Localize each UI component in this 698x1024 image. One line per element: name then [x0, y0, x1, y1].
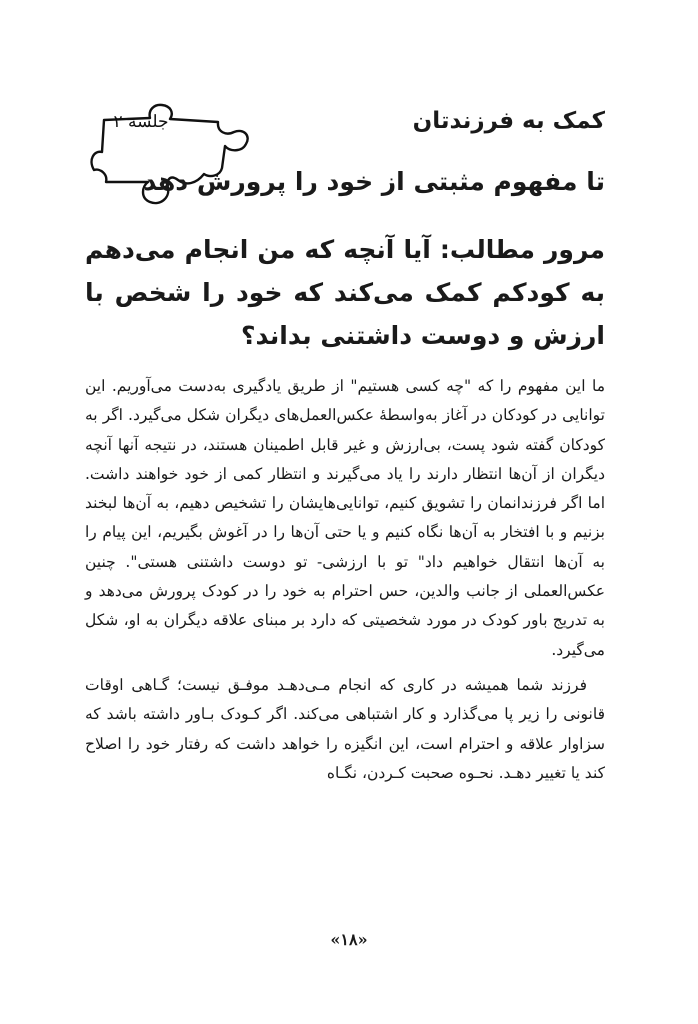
page-subtitle: تا مفهوم مثبتی از خود را پرورش دهد: [143, 167, 605, 196]
page-number: «۱۸»: [330, 930, 368, 949]
review-heading: مرور مطالب: آیا آنچه که من انجام می‌دهم به کودکم کمک می‌کند که خود را شخص با ارزش و دوست داشتنی بداند؟: [85, 235, 605, 350]
session-badge-label: جلسه ۲: [113, 112, 169, 132]
body-paragraph-2: فرزند شما همیشه در کاری که انجام مـی‌دهـد موفـق نیست؛ گـاهی اوقات قانونی را زیر پا می‌گذارد و کار اشتباهی می‌کند. اگر کـودک بـاور داشته باشد که سزاوار علاقه و احترام است، این انگیزه را خواهد داشت که رفتار خود را اصلاح کند یا تغییر دهـد. نحـوه صحبت کـردن، نگـاه: [85, 675, 605, 782]
page-title: کمک به فرزندتان: [412, 108, 605, 134]
body-text: [85, 372, 605, 788]
body-paragraph-1: ما این مفهوم را که "چه کسی هستیم" از طریق یادگیری به‌دست می‌آوریم. این توانایی در کودکان در آغاز به‌واسطهٔ عکس‌العمل‌های دیگران شکل می‌گیرد. اگر به کودکان گفته شود پست، بی‌ارزش و غیر قابل اطمینان هستند، در نتیجه آنها آنچه دیگران از آن‌ها انتظار دارند را یاد می‌گیرند و انتظار کمی از خود خواهند داشت. اما اگر فرزندانمان را تشویق کنیم، توانایی‌هایشان را تشخیص دهیم، به آن‌ها لبخند بزنیم و با افتخار به آن‌ها نگاه کنیم و یا حتی آن‌ها را در آغوش بگیریم، این پیام را به آن‌ها انتقال خواهیم داد" تو با ارزشی- تو دوست داشتنی هستی". چنین عکس‌العملی از جانب والدین، حس احترام به خود را در کودک پرورش می‌دهد و به تدریج باور کودک در مورد شخصیتی که دارد بر مبنای علاقه دیگران به او، شکل می‌گیرد.: [85, 377, 605, 659]
